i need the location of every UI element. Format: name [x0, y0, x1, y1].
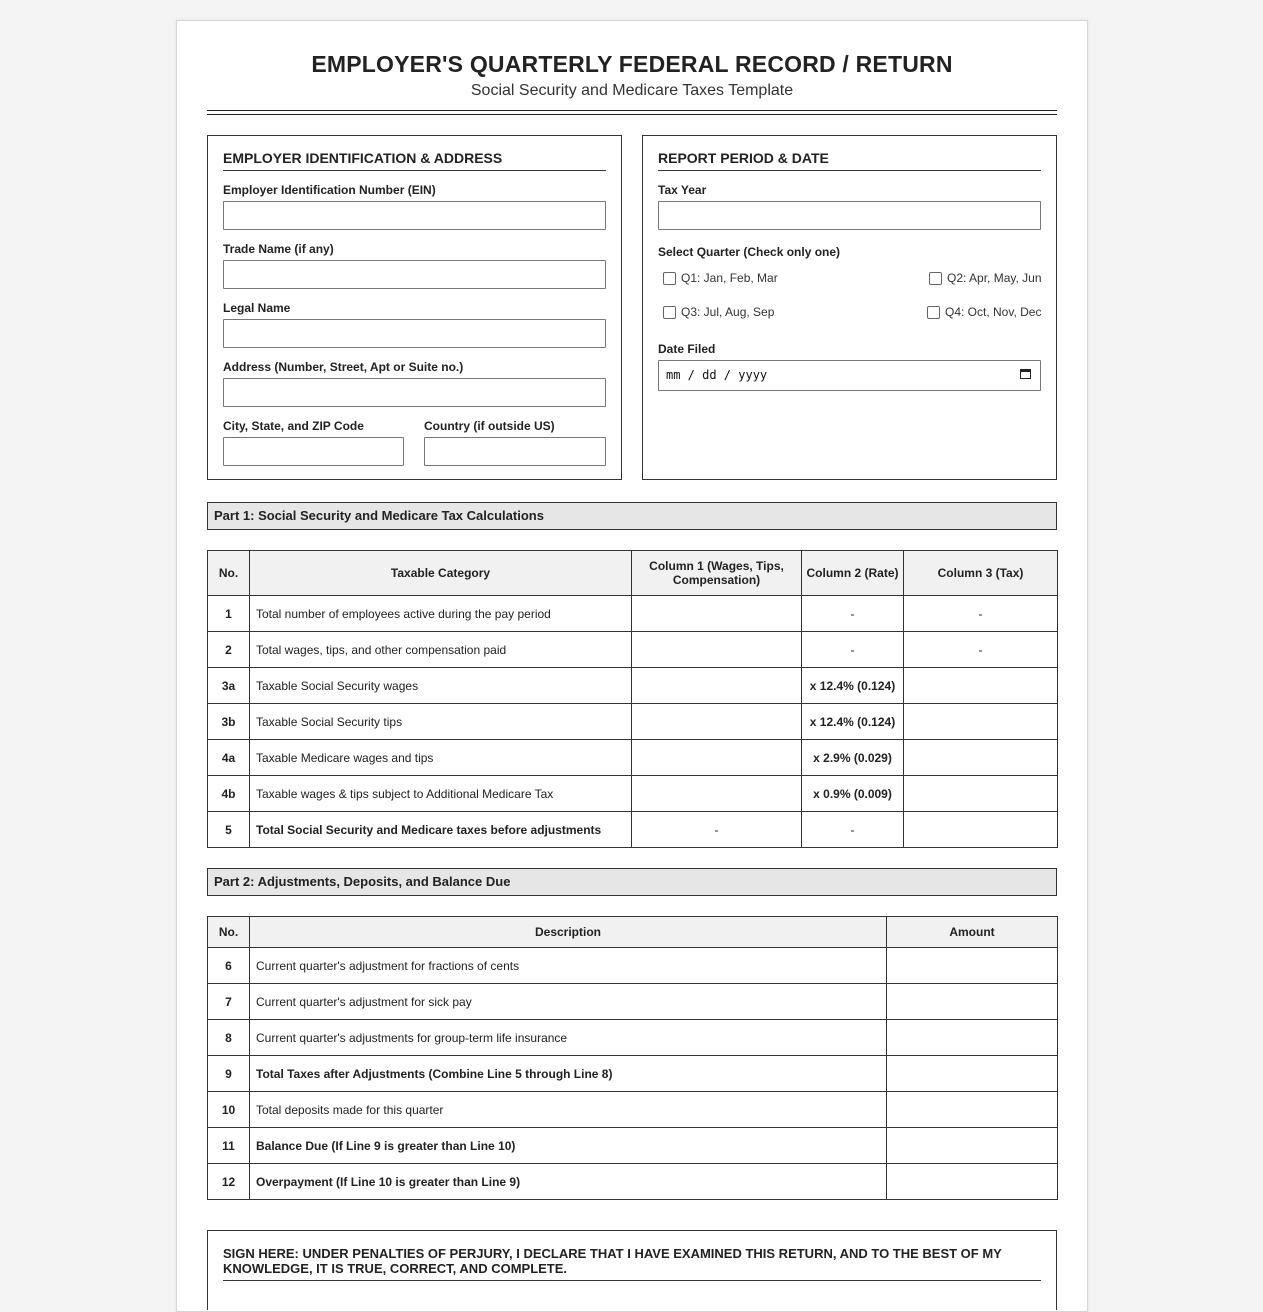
line-number: 10 — [208, 1092, 250, 1128]
date-filed-field[interactable] — [658, 360, 1041, 391]
trade-name-field[interactable] — [223, 260, 606, 289]
col-header-category: Taxable Category — [250, 551, 632, 596]
col-header-column2: Column 2 (Rate) — [802, 551, 904, 596]
line-category: Total number of employees active during the pay period — [250, 596, 632, 632]
tax-cell[interactable] — [904, 704, 1058, 740]
part2-table — [207, 916, 1058, 1200]
trade-name-label: Trade Name (if any) — [223, 242, 334, 256]
country-field[interactable] — [424, 437, 606, 466]
part1-heading: Part 1: Social Security and Medicare Tax Calculations — [207, 502, 1057, 530]
q1-label: Q1: Jan, Feb, Mar — [681, 271, 778, 285]
column3-cell: - — [904, 596, 1058, 632]
table-row — [208, 1128, 1058, 1164]
line-number: 12 — [208, 1164, 250, 1200]
table-row — [208, 948, 1058, 984]
quarter-q2-option[interactable] — [929, 271, 1042, 285]
table-row — [208, 776, 1058, 812]
line-number: 8 — [208, 1020, 250, 1056]
line-category: Taxable Medicare wages and tips — [250, 740, 632, 776]
header-divider — [207, 110, 1057, 115]
column1-cell[interactable] — [632, 668, 802, 704]
line-number: 1 — [208, 596, 250, 632]
signature-declaration: SIGN HERE: UNDER PENALTIES OF PERJURY, I DECLARE THAT I HAVE EXAMINED THIS RETURN, AND TO THE BEST OF MY KNOWLEDGE, IT IS TRUE, CORRECT, AND COMPLETE. — [223, 1246, 1041, 1281]
table-row — [208, 596, 1058, 632]
line-description: Balance Due (If Line 9 is greater than Line 10) — [250, 1128, 887, 1164]
line-number: 3a — [208, 668, 250, 704]
line-number: 6 — [208, 948, 250, 984]
tax-cell[interactable] — [904, 740, 1058, 776]
line-number: 4b — [208, 776, 250, 812]
tax-cell[interactable] — [904, 776, 1058, 812]
form-title: EMPLOYER'S QUARTERLY FEDERAL RECORD / RETURN — [311, 51, 953, 77]
rate-cell: x 12.4% (0.124) — [802, 668, 904, 704]
line-description: Total Taxes after Adjustments (Combine Line 5 through Line 8) — [250, 1056, 887, 1092]
quarter-q3-option[interactable] — [663, 305, 774, 319]
tax-year-field[interactable] — [658, 201, 1041, 230]
table-row — [208, 1056, 1058, 1092]
table-row — [208, 704, 1058, 740]
line-description: Current quarter's adjustment for sick pay — [250, 984, 887, 1020]
employer-box — [207, 135, 622, 480]
line-number: 2 — [208, 632, 250, 668]
q3-checkbox[interactable] — [663, 306, 676, 319]
part2-header-row — [208, 917, 1058, 948]
table-row — [208, 1020, 1058, 1056]
tax-year-label: Tax Year — [658, 183, 707, 197]
table-row — [208, 984, 1058, 1020]
col-header-description: Description — [250, 917, 887, 948]
table-row — [208, 668, 1058, 704]
line-category: Total Social Security and Medicare taxes before adjustments — [250, 812, 632, 848]
date-filed-label: Date Filed — [658, 342, 716, 356]
city-field[interactable] — [223, 437, 404, 466]
q1-checkbox[interactable] — [663, 272, 676, 285]
country-label: Country (if outside US) — [424, 419, 555, 433]
total-tax-cell[interactable] — [904, 812, 1058, 848]
col-header-no: No. — [208, 917, 250, 948]
ein-label: Employer Identification Number (EIN) — [223, 183, 436, 197]
column1-cell: - — [632, 812, 802, 848]
column2-cell: - — [802, 632, 904, 668]
part1-header-row — [208, 551, 1058, 596]
quarter-label: Select Quarter (Check only one) — [658, 245, 841, 259]
amount-cell[interactable] — [887, 984, 1058, 1020]
part1-table — [207, 550, 1058, 848]
date-filed-placeholder: mm / dd / yyyy — [666, 368, 768, 382]
legal-name-label: Legal Name — [223, 301, 291, 315]
q4-checkbox[interactable] — [927, 306, 940, 319]
period-box — [642, 135, 1057, 480]
info-boxes — [207, 135, 1057, 482]
line-description: Current quarter's adjustment for fractions of cents — [250, 948, 887, 984]
quarter-q1-option[interactable] — [663, 271, 778, 285]
column1-cell[interactable] — [632, 776, 802, 812]
line-description: Current quarter's adjustments for group-term life insurance — [250, 1020, 887, 1056]
column1-cell[interactable] — [632, 740, 802, 776]
line-description: Overpayment (If Line 10 is greater than Line 9) — [250, 1164, 887, 1200]
table-row — [208, 1092, 1058, 1128]
amount-cell[interactable] — [887, 1056, 1058, 1092]
rate-cell: x 0.9% (0.009) — [802, 776, 904, 812]
ein-field[interactable] — [223, 201, 606, 230]
amount-cell[interactable] — [887, 1020, 1058, 1056]
table-row — [208, 1164, 1058, 1200]
city-label: City, State, and ZIP Code — [223, 419, 364, 433]
col-header-amount: Amount — [887, 917, 1058, 948]
line-category: Taxable Social Security wages — [250, 668, 632, 704]
line-number: 7 — [208, 984, 250, 1020]
column2-cell: - — [802, 812, 904, 848]
col-header-no: No. — [208, 551, 250, 596]
line-category: Total wages, tips, and other compensation paid — [250, 632, 632, 668]
rate-cell: x 2.9% (0.029) — [802, 740, 904, 776]
legal-name-field[interactable] — [223, 319, 606, 348]
amount-cell[interactable] — [887, 1092, 1058, 1128]
table-row — [208, 632, 1058, 668]
line-description: Total deposits made for this quarter — [250, 1092, 887, 1128]
employer-box-title: EMPLOYER IDENTIFICATION & ADDRESS — [223, 150, 606, 171]
table-row — [208, 740, 1058, 776]
line-category: Taxable Social Security tips — [250, 704, 632, 740]
line-number: 5 — [208, 812, 250, 848]
period-box-title: REPORT PERIOD & DATE — [658, 150, 1041, 171]
column2-cell: - — [802, 596, 904, 632]
address-field[interactable] — [223, 378, 606, 407]
rate-cell: x 12.4% (0.124) — [802, 704, 904, 740]
q4-label: Q4: Oct, Nov, Dec — [945, 305, 1042, 319]
column1-cell[interactable] — [632, 704, 802, 740]
form-page — [176, 20, 1088, 1312]
table-row — [208, 812, 1058, 848]
amount-cell[interactable] — [887, 948, 1058, 984]
col-header-column1: Column 1 (Wages, Tips, Compensation) — [632, 551, 802, 596]
column3-cell: - — [904, 632, 1058, 668]
amount-cell[interactable] — [887, 1164, 1058, 1200]
tax-cell[interactable] — [904, 668, 1058, 704]
line-number: 4a — [208, 740, 250, 776]
line-category: Taxable wages & tips subject to Additional Medicare Tax — [250, 776, 632, 812]
address-label: Address (Number, Street, Apt or Suite no.) — [223, 360, 464, 374]
q3-label: Q3: Jul, Aug, Sep — [681, 305, 775, 319]
amount-cell[interactable] — [887, 1128, 1058, 1164]
quarter-q4-option[interactable] — [927, 305, 1041, 319]
part2-heading: Part 2: Adjustments, Deposits, and Balance Due — [207, 868, 1057, 896]
line-number: 11 — [208, 1128, 250, 1164]
signature-box — [207, 1230, 1057, 1310]
column1-cell[interactable] — [632, 596, 802, 632]
form-content — [207, 21, 1057, 1310]
form-subtitle: Social Security and Medicare Taxes Template — [470, 82, 794, 99]
q2-checkbox[interactable] — [929, 272, 942, 285]
column1-cell[interactable] — [632, 632, 802, 668]
q2-label: Q2: Apr, May, Jun — [947, 271, 1042, 285]
calendar-icon[interactable] — [1020, 369, 1031, 379]
col-header-column3: Column 3 (Tax) — [904, 551, 1058, 596]
line-number: 9 — [208, 1056, 250, 1092]
line-number: 3b — [208, 704, 250, 740]
